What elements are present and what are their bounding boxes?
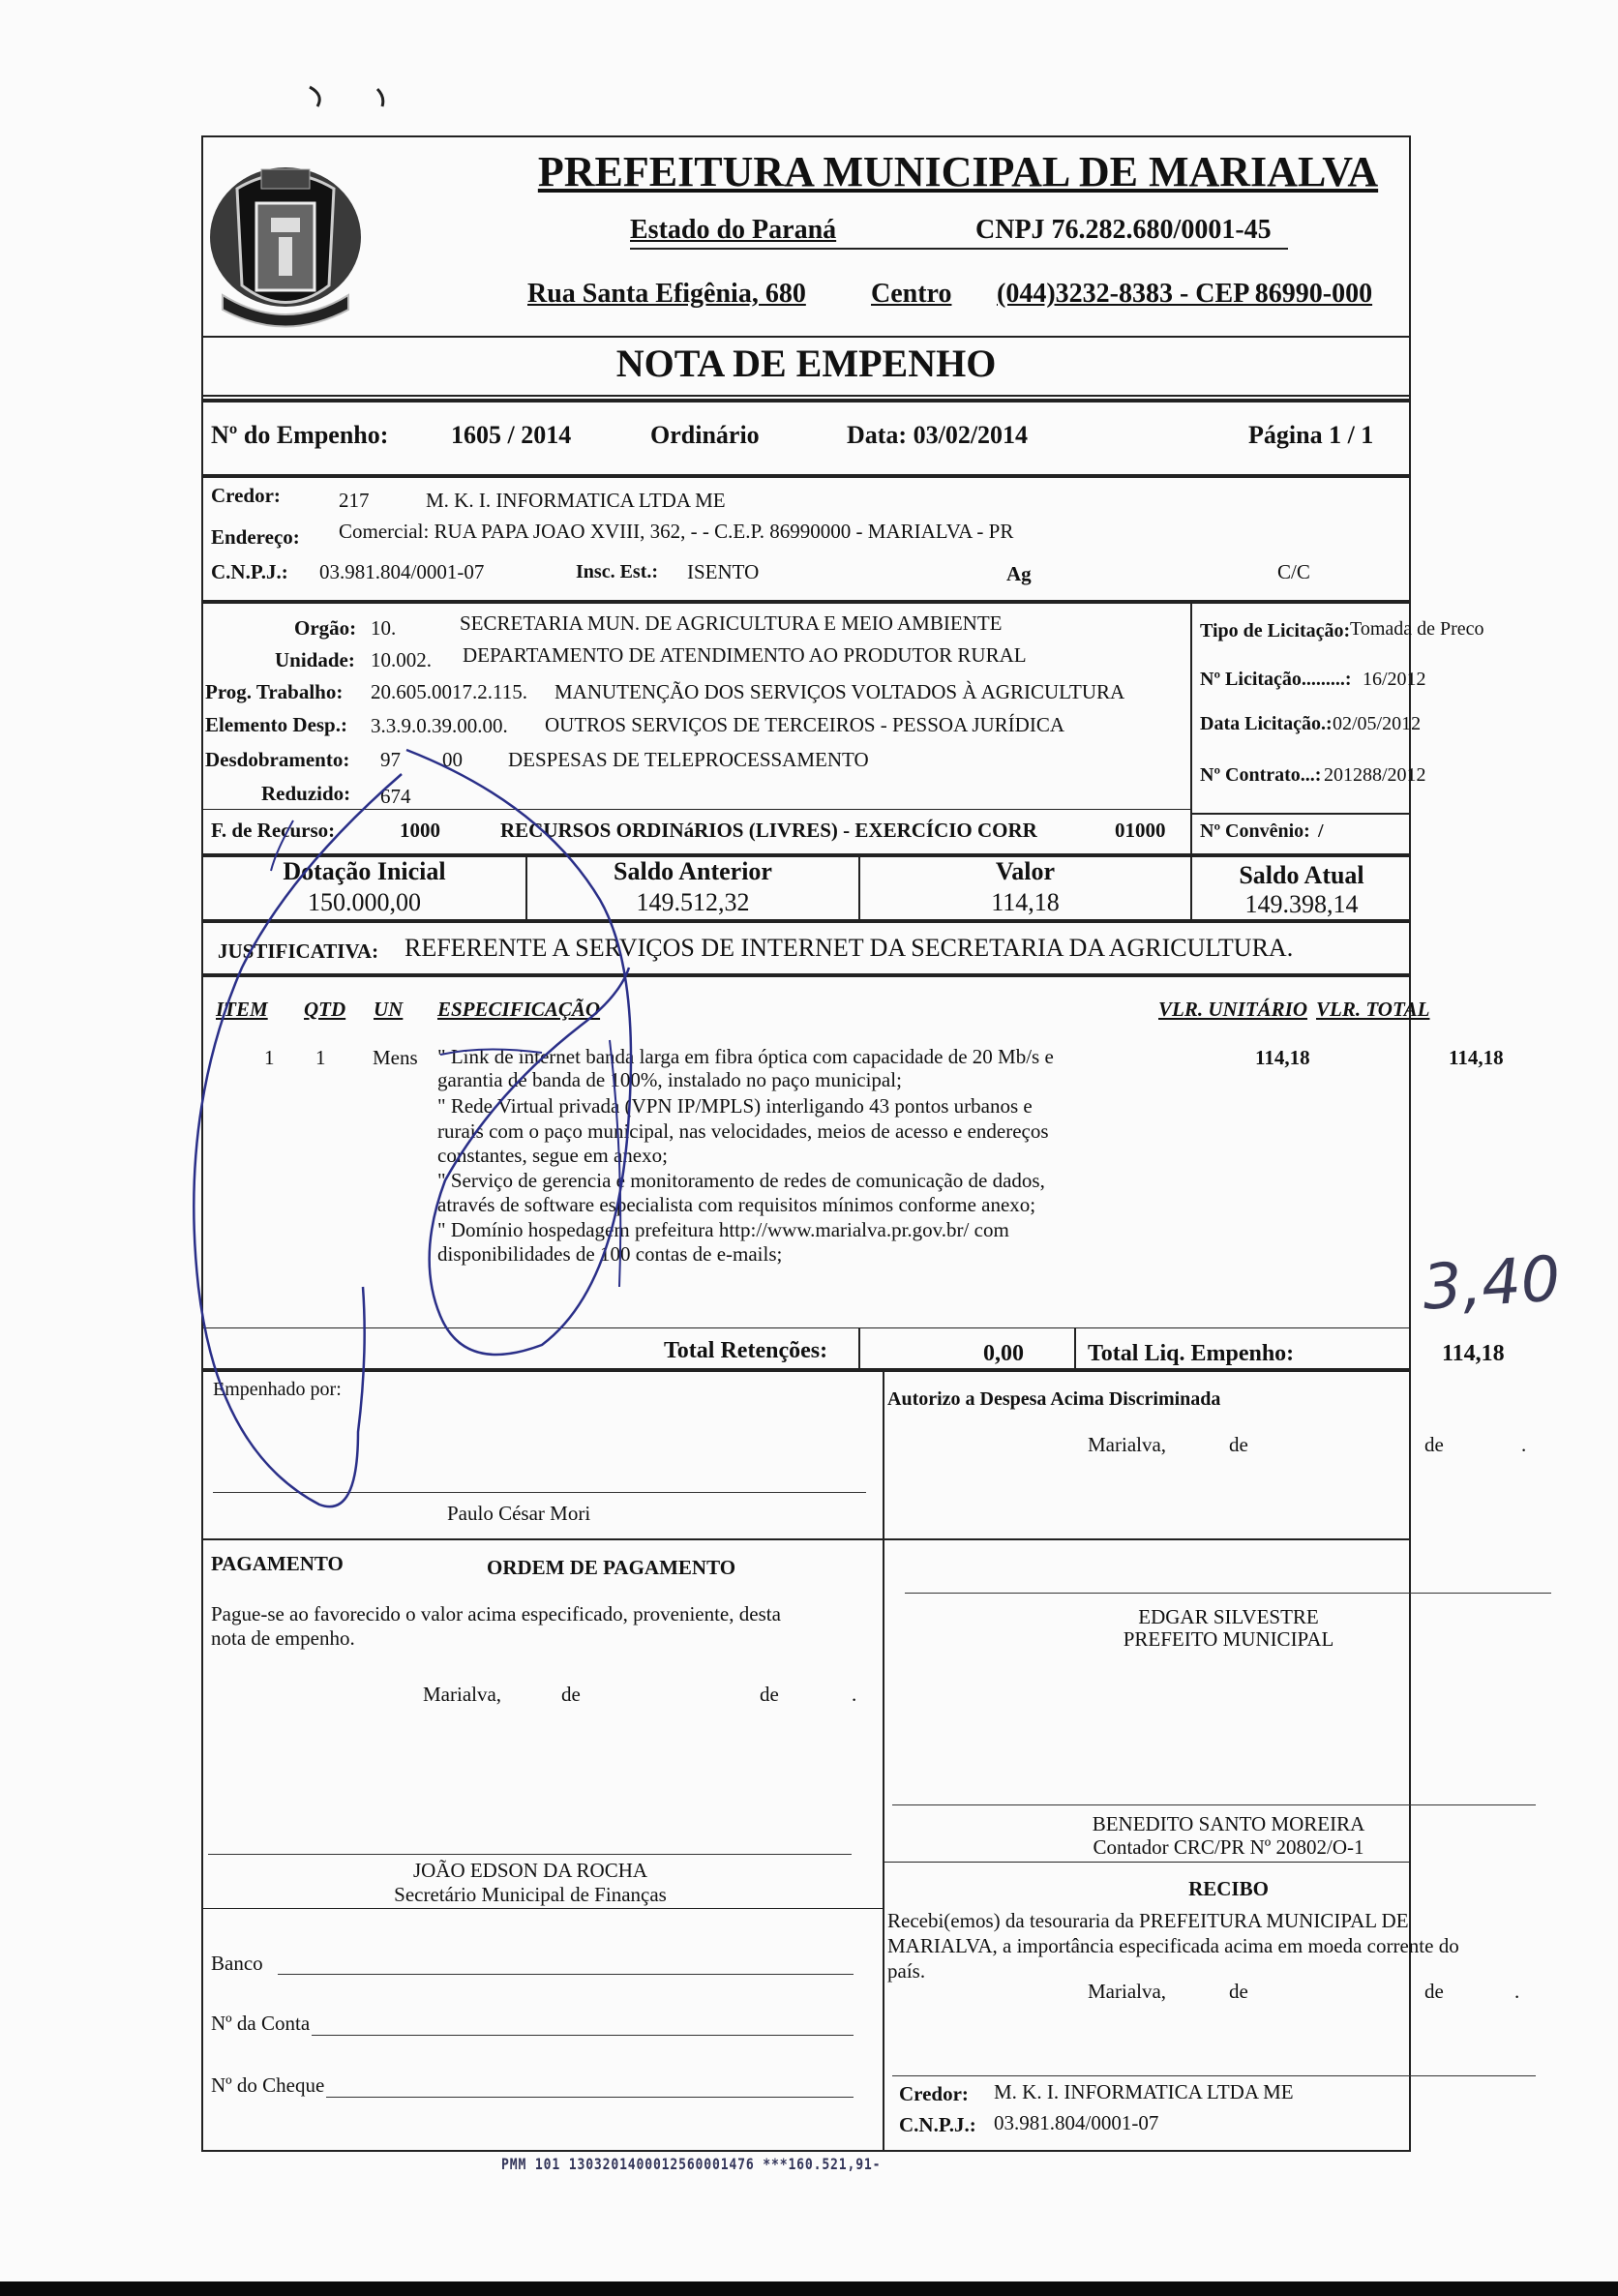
prog-trabalho-code: 20.605.0017.2.115. (371, 680, 527, 703)
cheque-label: Nº do Cheque (211, 2073, 325, 2097)
recibo-text-3: país. (887, 1959, 926, 1983)
col-vlr-unitario: VLR. UNITÁRIO (1158, 998, 1308, 1021)
prog-trabalho-name: MANUTENÇÃO DOS SERVIÇOS VOLTADOS À AGRICULTURA (554, 680, 1125, 703)
item-vlr-unitario: 114,18 (1255, 1046, 1310, 1069)
endereco-value: Comercial: RUA PAPA JOAO XVIII, 362, - - C.E.P. 86990000 - MARIALVA - PR (339, 520, 1014, 543)
credor-cnpj: 03.981.804/0001-07 (319, 560, 485, 583)
dotacao-value: 150.000,00 (308, 888, 421, 916)
empenhado-por-label: Empenhado por: (213, 1379, 342, 1400)
page-title: PREFEITURA MUNICIPAL DE MARIALVA (537, 148, 1379, 195)
unidade-name: DEPARTAMENTO DE ATENDIMENTO AO PRODUTOR RURAL (463, 643, 1027, 667)
credor-code: 217 (339, 489, 370, 512)
col-item: ITEM (216, 998, 268, 1021)
autorizo-label: Autorizo a Despesa Acima Discriminada (887, 1388, 1221, 1410)
reduzido-label: Reduzido: (261, 782, 351, 805)
contrato-label: Nº Contrato...: (1200, 764, 1322, 786)
tipo-licitacao-value: Tomada de Preco (1350, 618, 1484, 640)
justificativa-label: JUSTIFICATIVA: (218, 939, 379, 963)
pagamento-de-2: de (760, 1683, 779, 1706)
recibo-credor-label: Credor: (899, 2082, 969, 2105)
num-licitacao-value: 16/2012 (1363, 669, 1426, 690)
fonte-number: 01000 (1115, 819, 1166, 842)
cc-label: C/C (1277, 560, 1310, 583)
item-spec-line-1: " Link de internet banda larga em fibra óptica com capacidade de 20 Mb/s e (437, 1045, 1054, 1068)
orgao-code: 10. (371, 616, 397, 640)
contador-name: BENEDITO SANTO MOREIRA (1092, 1812, 1365, 1835)
orgao-name: SECRETARIA MUN. DE AGRICULTURA E MEIO AMBIENTE (460, 611, 1003, 635)
prefeito-name: EDGAR SILVESTRE (1138, 1605, 1319, 1628)
item-spec-line-7: através de software especialista com requisitos mínimos conforme anexo; (437, 1193, 1036, 1216)
item-qtd: 1 (315, 1046, 326, 1069)
convenio-label: Nº Convênio: (1200, 820, 1310, 842)
desdobramento-code: 97 (380, 748, 401, 771)
convenio-value: / (1318, 820, 1324, 842)
address-street: Rua Santa Efigênia, 680 (527, 279, 806, 309)
num-licitacao-label: Nº Licitação.........: (1200, 669, 1352, 690)
dotacao-label: Dotação Inicial (283, 857, 446, 885)
fonte-name: RECURSOS ORDINáRIOS (LIVRES) - EXERCÍCIO CORR (500, 819, 1037, 842)
state-name: Estado do Paraná (630, 215, 837, 245)
contador-cargo: Contador CRC/PR Nº 20802/O-1 (1093, 1835, 1364, 1859)
autorizo-ponto: . (1521, 1433, 1527, 1456)
item-spec-line-8: " Domínio hospedagem prefeitura http://www.marialva.pr.gov.br/ com (437, 1218, 1009, 1241)
pague-text-2: nota de empenho. (211, 1626, 355, 1650)
empenho-label: Nº do Empenho: (211, 421, 389, 449)
recibo-de-2: de (1424, 1980, 1444, 2003)
conta-label: Nº da Conta (211, 2012, 311, 2035)
handwritten-annotation: 3,40 (1420, 1243, 1563, 1325)
ie-value: ISENTO (687, 560, 760, 583)
recibo-title: RECIBO (1188, 1877, 1269, 1900)
item-spec-line-2: garantia de banda de 100%, instalado no paço municipal; (437, 1068, 902, 1091)
pagamento-local: Marialva, (423, 1683, 502, 1706)
elemento-code: 3.3.9.0.39.00.00. (371, 714, 508, 737)
recibo-de-1: de (1229, 1980, 1248, 2003)
fonte-label: F. de Recurso: (211, 819, 336, 842)
empenho-type: Ordinário (650, 421, 760, 449)
empenho-date: Data: 03/02/2014 (847, 421, 1029, 449)
recibo-ponto: . (1514, 1980, 1520, 2003)
ordem-pagamento-label: ORDEM DE PAGAMENTO (487, 1556, 736, 1579)
total-liquido-label: Total Liq. Empenho: (1088, 1341, 1295, 1366)
total-liquido-value: 114,18 (1442, 1341, 1505, 1366)
saldo-anterior-value: 149.512,32 (636, 888, 750, 916)
item-spec-line-6: " Serviço de gerencia e monitoramento de redes de comunicação de dados, (437, 1169, 1045, 1192)
fonte-code: 1000 (400, 819, 440, 842)
total-retencoes-label: Total Retenções: (664, 1338, 828, 1363)
recibo-credor-name: M. K. I. INFORMATICA LTDA ME (994, 2080, 1294, 2103)
secretario-name: JOÃO EDSON DA ROCHA (412, 1859, 648, 1882)
col-vlr-total: VLR. TOTAL (1316, 998, 1430, 1021)
elemento-label: Elemento Desp.: (205, 713, 347, 736)
contrato-value: 201288/2012 (1324, 764, 1426, 786)
tipo-licitacao-label: Tipo de Licitação: (1200, 620, 1351, 641)
col-qtd: QTD (304, 998, 346, 1021)
credor-name: M. K. I. INFORMATICA LTDA ME (426, 489, 726, 512)
item-spec-line-3: " Rede Virtual privada (VPN IP/MPLS) interligando 43 pontos urbanos e (437, 1094, 1033, 1118)
recibo-local: Marialva, (1088, 1980, 1167, 2003)
recibo-cnpj-value: 03.981.804/0001-07 (994, 2111, 1159, 2134)
valor-value: 114,18 (991, 888, 1060, 916)
valor-label: Valor (995, 857, 1056, 885)
recibo-text-1: Recebi(emos) da tesouraria da PREFEITURA MUNICIPAL DE (887, 1909, 1409, 1932)
page-number: Página 1 / 1 (1248, 421, 1374, 449)
desdobramento-name: DESPESAS DE TELEPROCESSAMENTO (508, 748, 869, 771)
item-un: Mens (373, 1046, 418, 1069)
justificativa-text: REFERENTE A SERVIÇOS DE INTERNET DA SECRETARIA DA AGRICULTURA. (404, 934, 1294, 962)
pagamento-ponto: . (852, 1683, 857, 1706)
scan-bottom-edge (0, 2281, 1618, 2296)
item-spec-line-5: constantes, segue em anexo; (437, 1144, 668, 1167)
recibo-cnpj-label: C.N.P.J.: (899, 2113, 976, 2136)
item-spec-line-9: disponibilidades de 100 contas de e-mails; (437, 1242, 783, 1266)
banco-label: Banco (211, 1952, 263, 1975)
ie-label: Insc. Est.: (576, 561, 659, 582)
elemento-name: OUTROS SERVIÇOS DE TERCEIROS - PESSOA JURÍDICA (545, 713, 1065, 736)
saldo-atual-value: 149.398,14 (1244, 890, 1359, 918)
ag-label: Ag (1006, 562, 1032, 585)
saldo-anterior-label: Saldo Anterior (614, 857, 772, 885)
credor-label: Credor: (211, 484, 281, 507)
signer-empenhado: Paulo César Mori (447, 1502, 591, 1525)
pague-text-1: Pague-se ao favorecido o valor acima especificado, proveniente, desta (211, 1602, 781, 1625)
credor-cnpj-label: C.N.P.J.: (211, 560, 288, 583)
col-un: UN (374, 998, 404, 1021)
item-vlr-total: 114,18 (1449, 1046, 1504, 1069)
total-retencoes-value: 0,00 (983, 1341, 1024, 1366)
document-title: NOTA DE EMPENHO (615, 342, 997, 385)
data-licitacao-label: Data Licitação.: (1200, 713, 1333, 734)
prog-trabalho-label: Prog. Trabalho: (205, 680, 344, 703)
item-spec-line-4: rurais com o paço municipal, nas velocidades, meios de acesso e endereços (437, 1119, 1049, 1143)
desdobramento-label: Desdobramento: (205, 748, 350, 771)
secretario-cargo: Secretário Municipal de Finanças (394, 1883, 667, 1906)
address-district: Centro (871, 279, 952, 309)
address-phone-cep: (044)3232-8383 - CEP 86990-000 (997, 279, 1373, 309)
endereco-label: Endereço: (211, 525, 300, 549)
saldo-atual-label: Saldo Atual (1239, 861, 1364, 889)
cnpj-header: CNPJ 76.282.680/0001-45 (975, 215, 1272, 245)
authentication-stamp: PMM 101 1303201400012560001476 ***160.521,91- (501, 2155, 882, 2173)
autorizo-de-2: de (1424, 1433, 1444, 1456)
autorizo-local: Marialva, (1088, 1433, 1167, 1456)
desdobramento-sub: 00 (442, 748, 463, 771)
empenho-number: 1605 / 2014 (451, 421, 572, 449)
unidade-code: 10.002. (371, 648, 432, 671)
recibo-text-2: MARIALVA, a importância especificada acima em moeda corrente do (887, 1934, 1459, 1957)
pagamento-de-1: de (561, 1683, 581, 1706)
orgao-label: Orgão: (294, 616, 357, 640)
autorizo-de-1: de (1229, 1433, 1248, 1456)
pagamento-label: PAGAMENTO (211, 1552, 344, 1575)
data-licitacao-value: 02/05/2012 (1333, 713, 1422, 734)
prefeito-cargo: PREFEITO MUNICIPAL (1123, 1627, 1334, 1651)
col-especificacao: ESPECIFICAÇÃO (437, 998, 601, 1021)
unidade-label: Unidade: (275, 648, 355, 671)
reduzido-code: 674 (380, 785, 411, 808)
item-number: 1 (264, 1046, 275, 1069)
